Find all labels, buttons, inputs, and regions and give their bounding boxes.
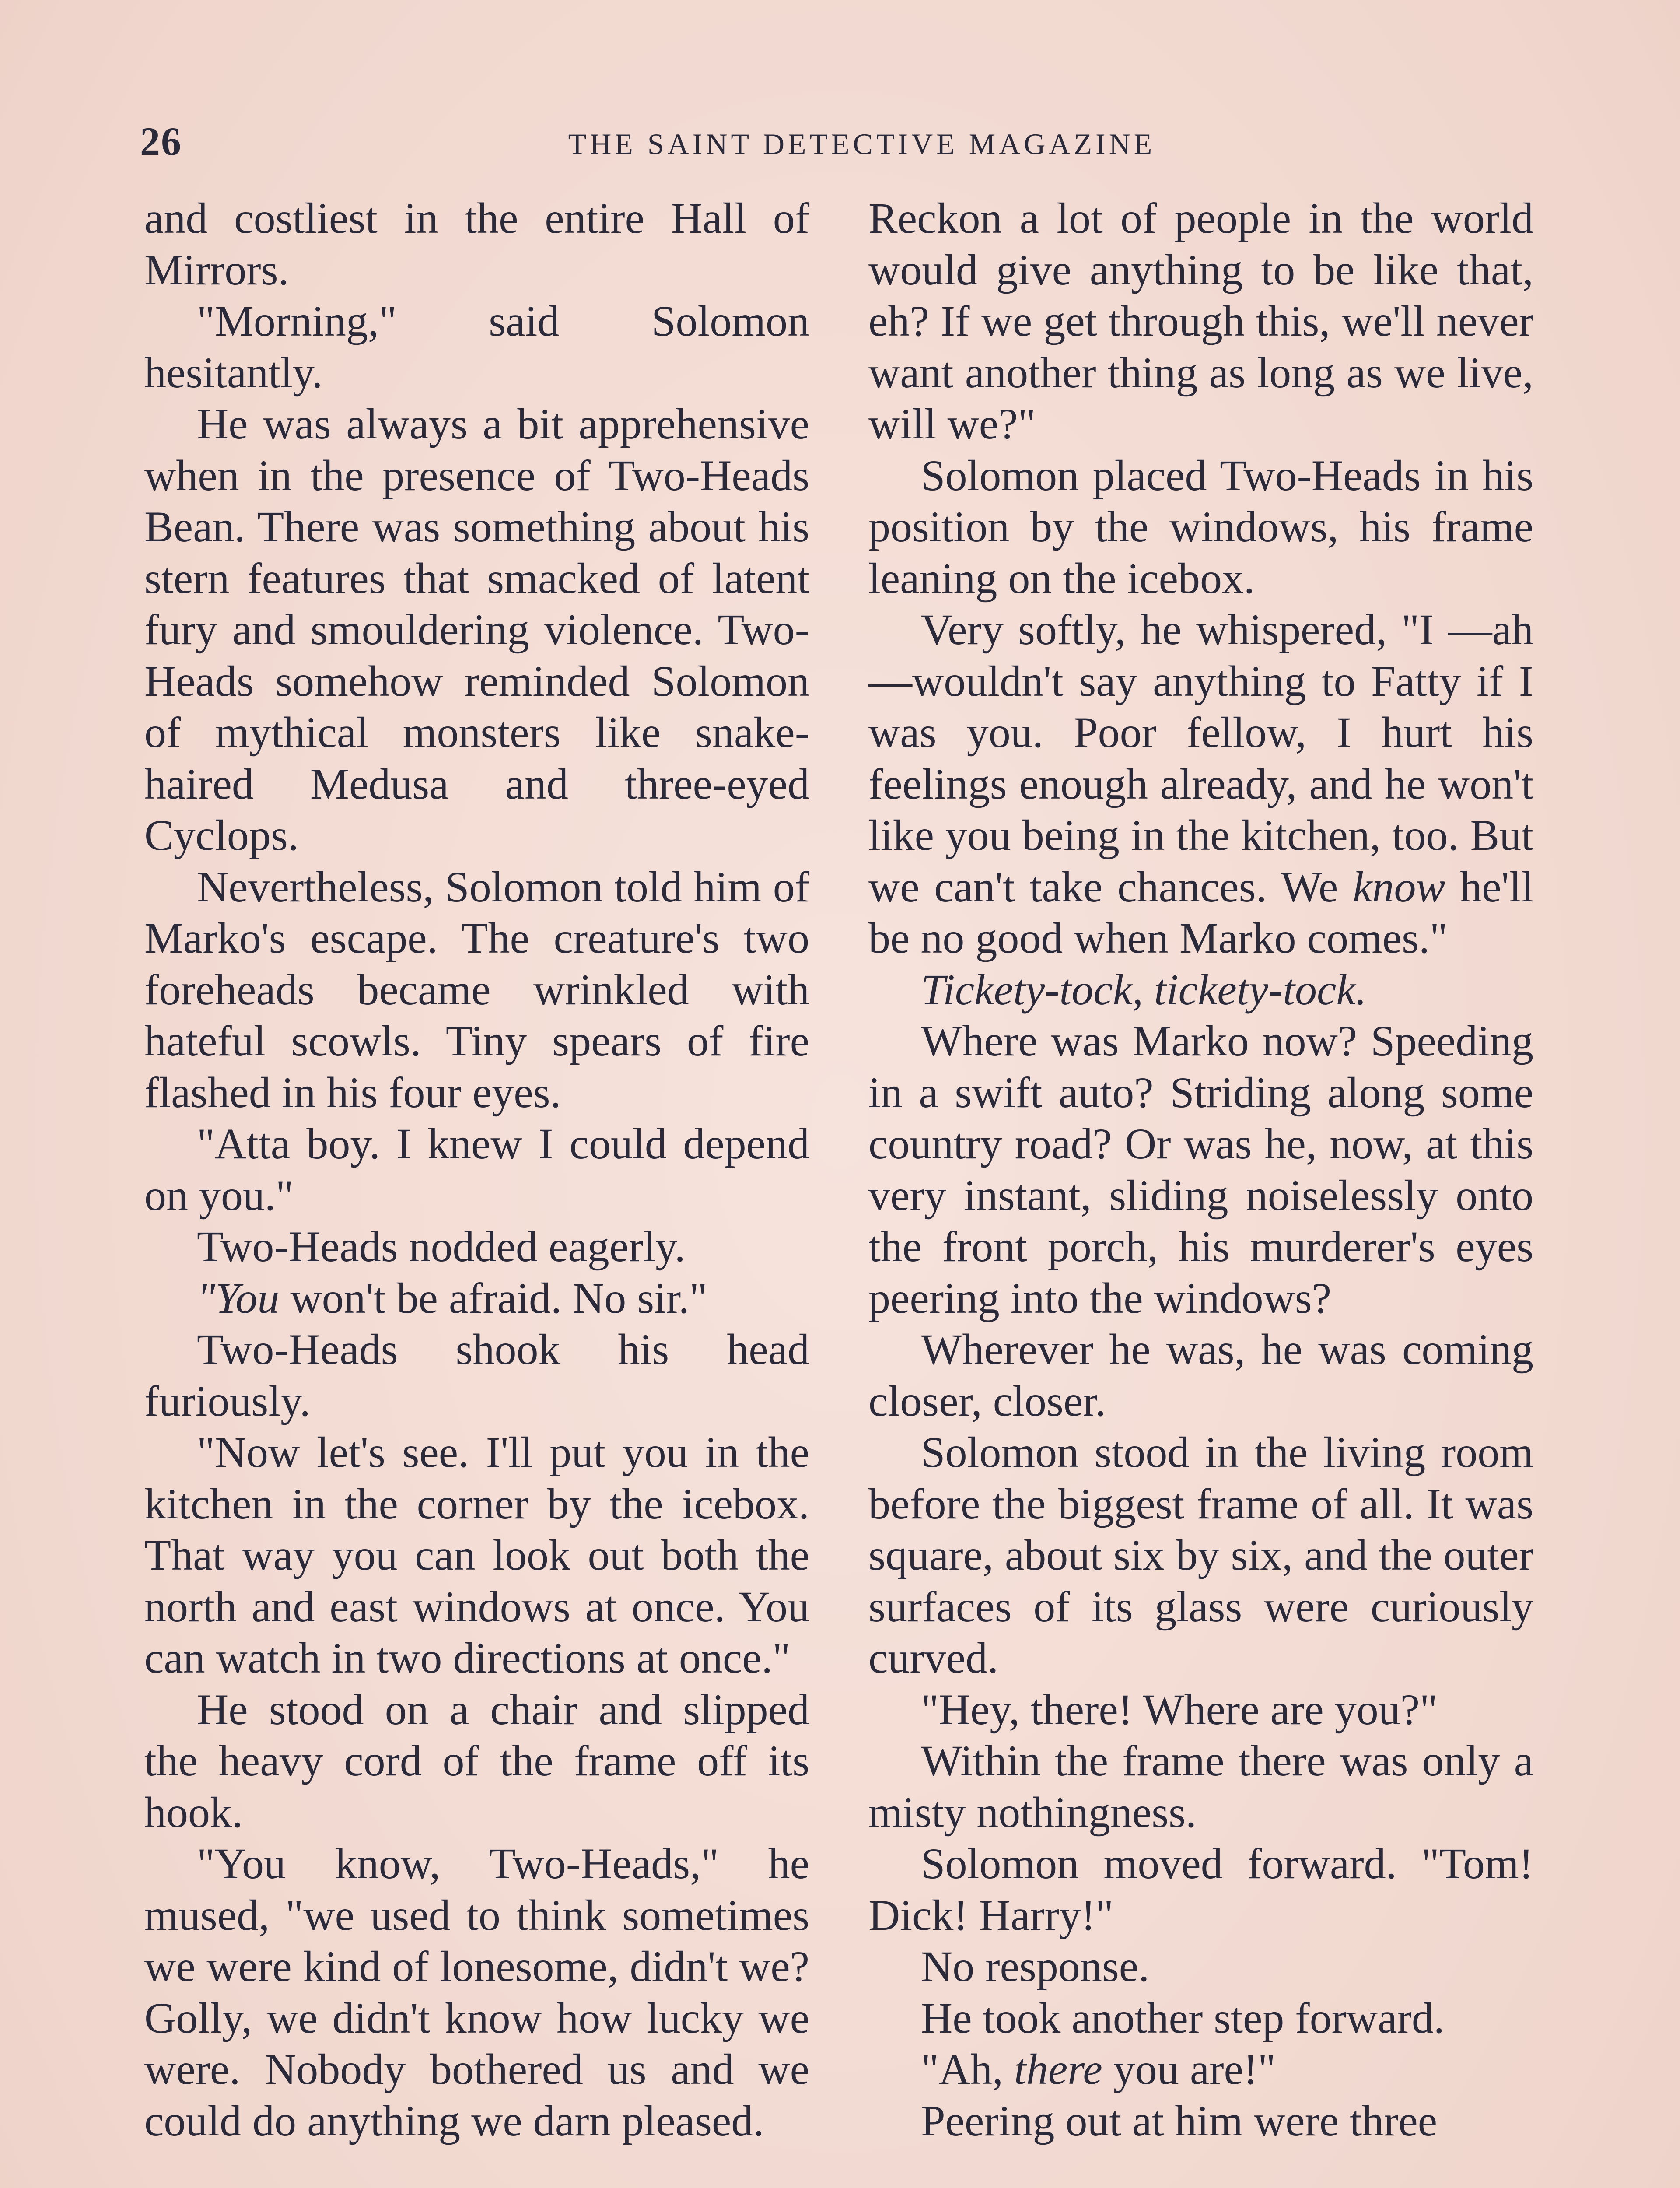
paragraph: Where was Marko now? Speeding in a swift auto? Striding along some country road? Or was he, now, at this very instant, sliding noiselessly onto the front porch, his murderer's eyes peering into the windows? xyxy=(868,1017,1533,1322)
paragraph-tail: he'll be no good when Marko comes." xyxy=(868,862,1534,962)
paragraph: Solomon placed Two-Heads in his position by the windows, his frame leaning on the icebox. xyxy=(868,451,1533,603)
emphasis-know: know xyxy=(1353,862,1446,911)
paragraph xyxy=(868,2044,1533,2095)
paragraph: "You know, Two-Heads," he mused, "we used to think sometimes we were kind of lonesome, didn't we? Golly, we didn't know how lucky we were. Nobody bothered us and we could do anything we darn pleased. xyxy=(144,1839,809,2145)
right-column xyxy=(868,193,1533,2146)
paragraph xyxy=(144,1273,809,1324)
paragraph: Solomon moved forward. "Tom! Dick! Harry!" xyxy=(868,1839,1533,1939)
paragraph: Reckon a lot of people in the world would give anything to be like that, eh? If we get through this, we'll never want another thing as long as we live, will we?" xyxy=(868,194,1533,448)
paragraph: He was always a bit apprehensive when in the presence of Two-Heads Bean. There was something about his stern features that smacked of latent fury and smouldering violence. Two-Heads somehow reminded Solomon of mythical monsters like snake-haired Medusa and three-eyed Cyclops. xyxy=(144,400,809,859)
paragraph: Two-Heads shook his head furiously. xyxy=(144,1325,809,1425)
paragraph: No response. xyxy=(921,1942,1150,1991)
paragraph: "Morning," said Solomon hesitantly. xyxy=(144,297,809,397)
page-number: 26 xyxy=(140,119,182,164)
paragraph-tail: won't be afraid. No sir." xyxy=(290,1273,707,1322)
paragraph: "Now let's see. I'll put you in the kitchen in the corner by the icebox. That way you can look out both the north and east windows at once. You can watch in two directions at once." xyxy=(144,1428,809,1682)
emphasis-there: there xyxy=(1014,2045,1102,2093)
paragraph: "Hey, there! Where are you?" xyxy=(921,1685,1438,1734)
paragraph: Peering out at him were three xyxy=(921,2096,1438,2145)
running-head: THE SAINT DETECTIVE MAGAZINE xyxy=(568,127,1156,161)
paragraph: Within the frame there was only a misty nothingness. xyxy=(868,1736,1533,1837)
paragraph xyxy=(868,604,1533,964)
paragraph: "Atta boy. I knew I could depend on you." xyxy=(144,1119,809,1220)
page-header xyxy=(140,118,1584,175)
paragraph: Wherever he was, he was coming closer, closer. xyxy=(868,1325,1533,1425)
paragraph: Nevertheless, Solomon told him of Marko's escape. The creature's two foreheads became wrinkled with hateful scowls. Tiny spears of fire flashed in his four eyes. xyxy=(144,862,809,1117)
paragraph: and costliest in the entire Hall of Mirrors. xyxy=(144,194,809,294)
emphasis-you: "You xyxy=(197,1273,280,1322)
paragraph-tail: you are!" xyxy=(1113,2045,1276,2093)
left-column xyxy=(144,193,809,2146)
paragraph: Two-Heads nodded eagerly. xyxy=(197,1222,686,1271)
paragraph-head: "Ah, xyxy=(921,2045,1004,2093)
paragraph: He stood on a chair and slipped the heavy cord of the frame off its hook. xyxy=(144,1685,809,1837)
paragraph: He took another step forward. xyxy=(921,1993,1445,2042)
paragraph-head: Very softly, he whispered, "I —ah—wouldn't say anything to Fatty if I was you. Poor fellow, I hurt his feelings enough already, and he won't like you being in the kitchen, too. But we can't take chances. We xyxy=(868,605,1533,911)
paragraph: Tickety-tock, tickety-tock. xyxy=(921,965,1367,1014)
paragraph: Solomon stood in the living room before the biggest frame of all. It was square, about six by six, and the outer surfaces of its glass were curiously curved. xyxy=(868,1428,1533,1682)
